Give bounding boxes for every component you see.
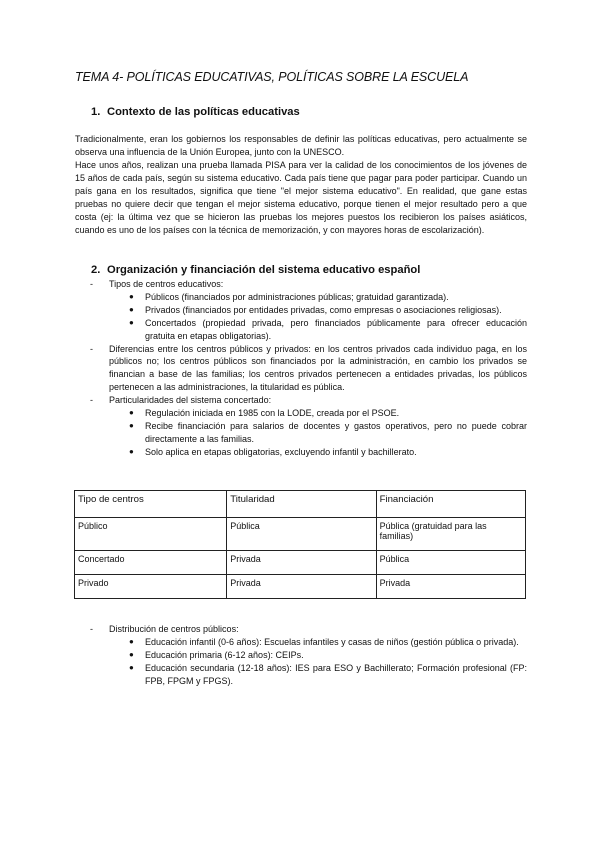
bullet-text: Privados (financiados por entidades privadas, como empresas o asociaciones religiosas). (145, 304, 502, 315)
table-cell: Privada (227, 551, 376, 575)
table-cell: Privado (75, 575, 227, 599)
list-item-text: Tipos de centros educativos: (109, 279, 224, 289)
section-1-heading-text: Contexto de las políticas educativas (107, 106, 300, 118)
section-2-heading-text: Organización y financiación del sistema educativo español (107, 264, 421, 276)
table-cell: Público (75, 518, 227, 551)
table-header-cell: Tipo de centros (75, 491, 227, 518)
bullet-text: Concertados (propiedad privada, pero financiados públicamente para ofrecer educación gratuita en etapas obligatorias). (145, 317, 527, 341)
bullet-icon: ● (129, 446, 134, 456)
table-cell: Pública (376, 551, 525, 575)
bullet-item (75, 662, 527, 688)
bullet-icon: ● (129, 636, 134, 646)
dash-marker: - (90, 279, 93, 289)
bullet-text: Educación infantil (0-6 años): Escuelas infantiles y casas de niños (gestión pública o privada). (145, 636, 519, 647)
list-item (75, 278, 527, 291)
section-2-heading (91, 264, 420, 276)
table-header-cell: Titularidad (227, 491, 376, 518)
section-1-number: 1. (91, 106, 101, 118)
dash-marker: - (90, 395, 93, 406)
dash-marker: - (90, 624, 93, 634)
centros-table (74, 490, 526, 599)
table-header-cell: Financiación (376, 491, 525, 518)
bullet-text: Solo aplica en etapas obligatorias, excluyendo infantil y bachillerato. (145, 446, 417, 457)
bullet-icon: ● (129, 649, 134, 659)
bullet-item (75, 317, 527, 343)
paragraph: Tradicionalmente, eran los gobiernos los responsables de definir las políticas educativas, pero actualmente se observa una influencia de la Unión Europea, junto con la UNESCO. (75, 134, 527, 157)
bullet-list (75, 636, 527, 688)
bullet-text: Regulación iniciada en 1985 con la LODE, creada por el PSOE. (145, 408, 400, 419)
table-header-row (75, 491, 526, 518)
document-title: TEMA 4- POLÍTICAS EDUCATIVAS, POLÍTICAS SOBRE LA ESCUELA (75, 70, 469, 84)
bullet-text: Recibe financiación para salarios de docentes y gastos operativos, pero no puede cobrar directamente a las familias. (145, 420, 527, 444)
paragraph: Hace unos años, realizan una prueba llamada PISA para ver la calidad de los conocimientos de los jóvenes de 15 años de cada país, según su sistema educativo. Cada país tiene que pagar para poder participar. Cuando un país gana en los resultados, significa que tiene "el mejor sistema educativo". En realidad, que gane estas pruebas no quiere decir que tengan el mejor sistema educativo, porque tienen el mejor resultado pero a que costa (ej: la última vez que se hicieron las pruebas los mejores puestos los recibieron los países asiáticos, cuando es uno de los países con la técnica de memorización, y con mayores horas de escolarización). (75, 160, 527, 235)
section-2-list (75, 278, 527, 459)
table-cell: Privada (227, 575, 376, 599)
bullet-icon: ● (129, 408, 134, 418)
bullet-icon: ● (129, 304, 134, 314)
section-1-heading (91, 106, 300, 118)
bullet-text: Educación primaria (6-12 años): CEIPs. (145, 649, 304, 660)
bullet-item (75, 407, 527, 420)
bullet-icon: ● (129, 317, 134, 327)
list-item-text: Distribución de centros públicos: (109, 624, 239, 634)
bullet-list (75, 407, 527, 459)
distribution-list (75, 623, 527, 688)
table-cell: Privada (376, 575, 525, 599)
bullet-item (75, 420, 527, 446)
bullet-icon: ● (129, 420, 134, 430)
table-cell: Pública (gratuidad para las familias) (376, 518, 525, 551)
dash-marker: - (90, 343, 93, 354)
table-cell: Concertado (75, 551, 227, 575)
list-item-text: Diferencias entre los centros públicos y privados: en los centros privados cada individuo paga, en los públicos no; los centros públicos son financiados por la administración, en cambio los privados se financian a base de las familias; los centros privados pertenecen a entidades privadas, los públicos pertenecen a las administraciones, la titularidad es pública. (109, 343, 527, 393)
bullet-text: Públicos (financiados por administraciones públicas; gratuidad garantizada). (145, 291, 449, 302)
bullet-icon: ● (129, 662, 134, 672)
bullet-list (75, 291, 527, 343)
bullet-icon: ● (129, 291, 134, 301)
table-row (75, 518, 526, 551)
list-item-text: Particularidades del sistema concertado: (109, 395, 272, 406)
section-2-number: 2. (91, 264, 101, 276)
table-row (75, 551, 526, 575)
bullet-item (75, 446, 527, 459)
bullet-item (75, 636, 527, 649)
table-row (75, 575, 526, 599)
list-item (75, 343, 527, 395)
bullet-item (75, 649, 527, 662)
bullet-item (75, 291, 527, 304)
list-item (75, 623, 527, 636)
bullet-text: Educación secundaria (12-18 años): IES para ESO y Bachillerato; Formación profesional (FP: FPB, FPGM y FPGS). (145, 662, 527, 686)
section-1-body (75, 133, 527, 237)
bullet-item (75, 304, 527, 317)
list-item (75, 394, 527, 407)
table-cell: Pública (227, 518, 376, 551)
